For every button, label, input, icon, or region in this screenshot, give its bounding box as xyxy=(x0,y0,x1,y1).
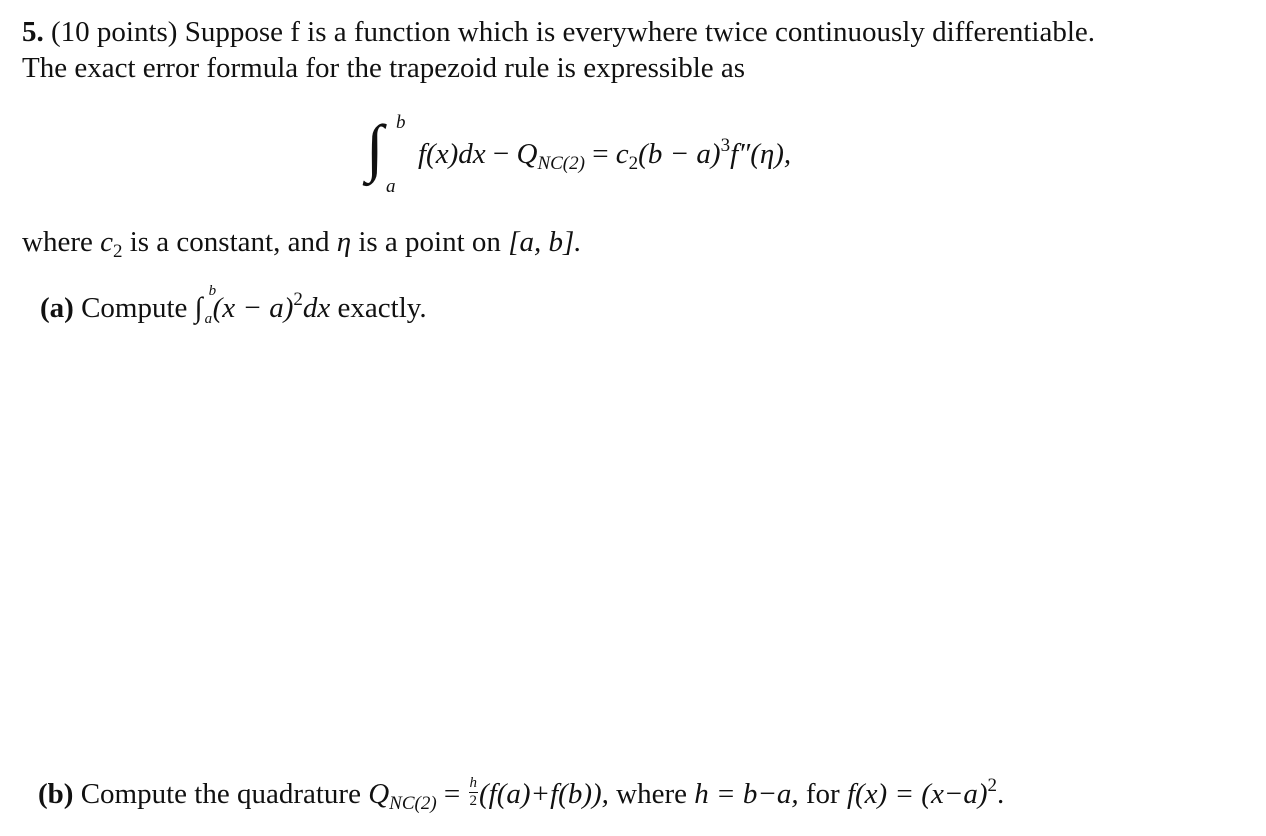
problem-line1-text: Suppose f is a function which is everywhere twice continuously differentiable. xyxy=(184,16,1096,48)
formula-Q: Q xyxy=(516,138,538,170)
formula-minus: − xyxy=(492,138,510,170)
formula-term-sup: 3 xyxy=(720,135,731,156)
part-a-exactly: exactly. xyxy=(337,292,427,324)
where-c2: c xyxy=(100,226,113,258)
part-b-fx: f(x) = (x−a) xyxy=(846,778,988,811)
formula-integrand: f(x)dx xyxy=(418,138,486,170)
where-interval: [a, b]. xyxy=(508,226,582,258)
formula-term: (b − a) xyxy=(638,138,721,170)
error-formula xyxy=(360,108,920,198)
part-b-expr: (f(a)+f(b)), xyxy=(479,778,609,811)
problem-points: (10 points) xyxy=(51,16,178,48)
part-b-fx-sup: 2 xyxy=(987,775,998,797)
part-b-h-def: h = b−a, xyxy=(694,778,799,811)
part-b-frac-num: h xyxy=(469,775,478,791)
where-mid-text: is a constant, and xyxy=(129,226,330,258)
formula-equals: = xyxy=(592,138,609,170)
problem-line-1 xyxy=(22,18,1095,47)
part-b-text: Compute the quadrature xyxy=(80,778,361,811)
part-b-equals: = xyxy=(443,778,461,811)
integral-sign: ∫ xyxy=(366,112,384,183)
formula-c: c xyxy=(615,138,629,170)
where-line xyxy=(22,226,582,262)
part-b-label: (b) xyxy=(38,778,74,811)
formula-Q-sub: NC(2) xyxy=(537,153,585,174)
part-b-Q: Q xyxy=(368,778,390,811)
part-b-for: for xyxy=(805,778,840,811)
formula-body xyxy=(418,135,792,174)
part-b-end: . xyxy=(997,778,1005,811)
formula-c-sub: 2 xyxy=(628,153,639,174)
part-b-where: where xyxy=(616,778,687,811)
part-a-dx: dx xyxy=(302,292,331,324)
part-b-frac-den: 2 xyxy=(469,793,478,809)
part-b-fraction xyxy=(469,776,479,809)
where-point-text: is a point on xyxy=(358,226,501,258)
where-eta: η xyxy=(336,226,352,258)
part-a-upper-limit: b xyxy=(208,283,217,299)
part-a-label: (a) xyxy=(40,292,74,324)
part-a xyxy=(40,283,427,327)
where-text: where xyxy=(22,226,93,258)
part-a-compute: Compute xyxy=(81,292,188,324)
integral-upper-limit: b xyxy=(396,112,406,133)
part-b-Q-sub: NC(2) xyxy=(389,793,437,815)
where-c2-sub: 2 xyxy=(112,241,123,262)
problem-line2-text: The exact error formula for the trapezoid rule is expressible as xyxy=(22,52,746,84)
integral-lower-limit: a xyxy=(386,176,396,197)
part-a-lower-limit: a xyxy=(204,311,213,327)
part-a-integrand: (x − a) xyxy=(212,292,294,324)
part-b xyxy=(38,775,1005,815)
part-a-integrand-sup: 2 xyxy=(293,289,303,310)
problem-line-2 xyxy=(22,54,745,83)
part-a-integral: ∫ b a xyxy=(194,283,217,327)
formula-deriv: f″(η), xyxy=(730,138,792,170)
problem-number: 5. xyxy=(22,16,44,48)
